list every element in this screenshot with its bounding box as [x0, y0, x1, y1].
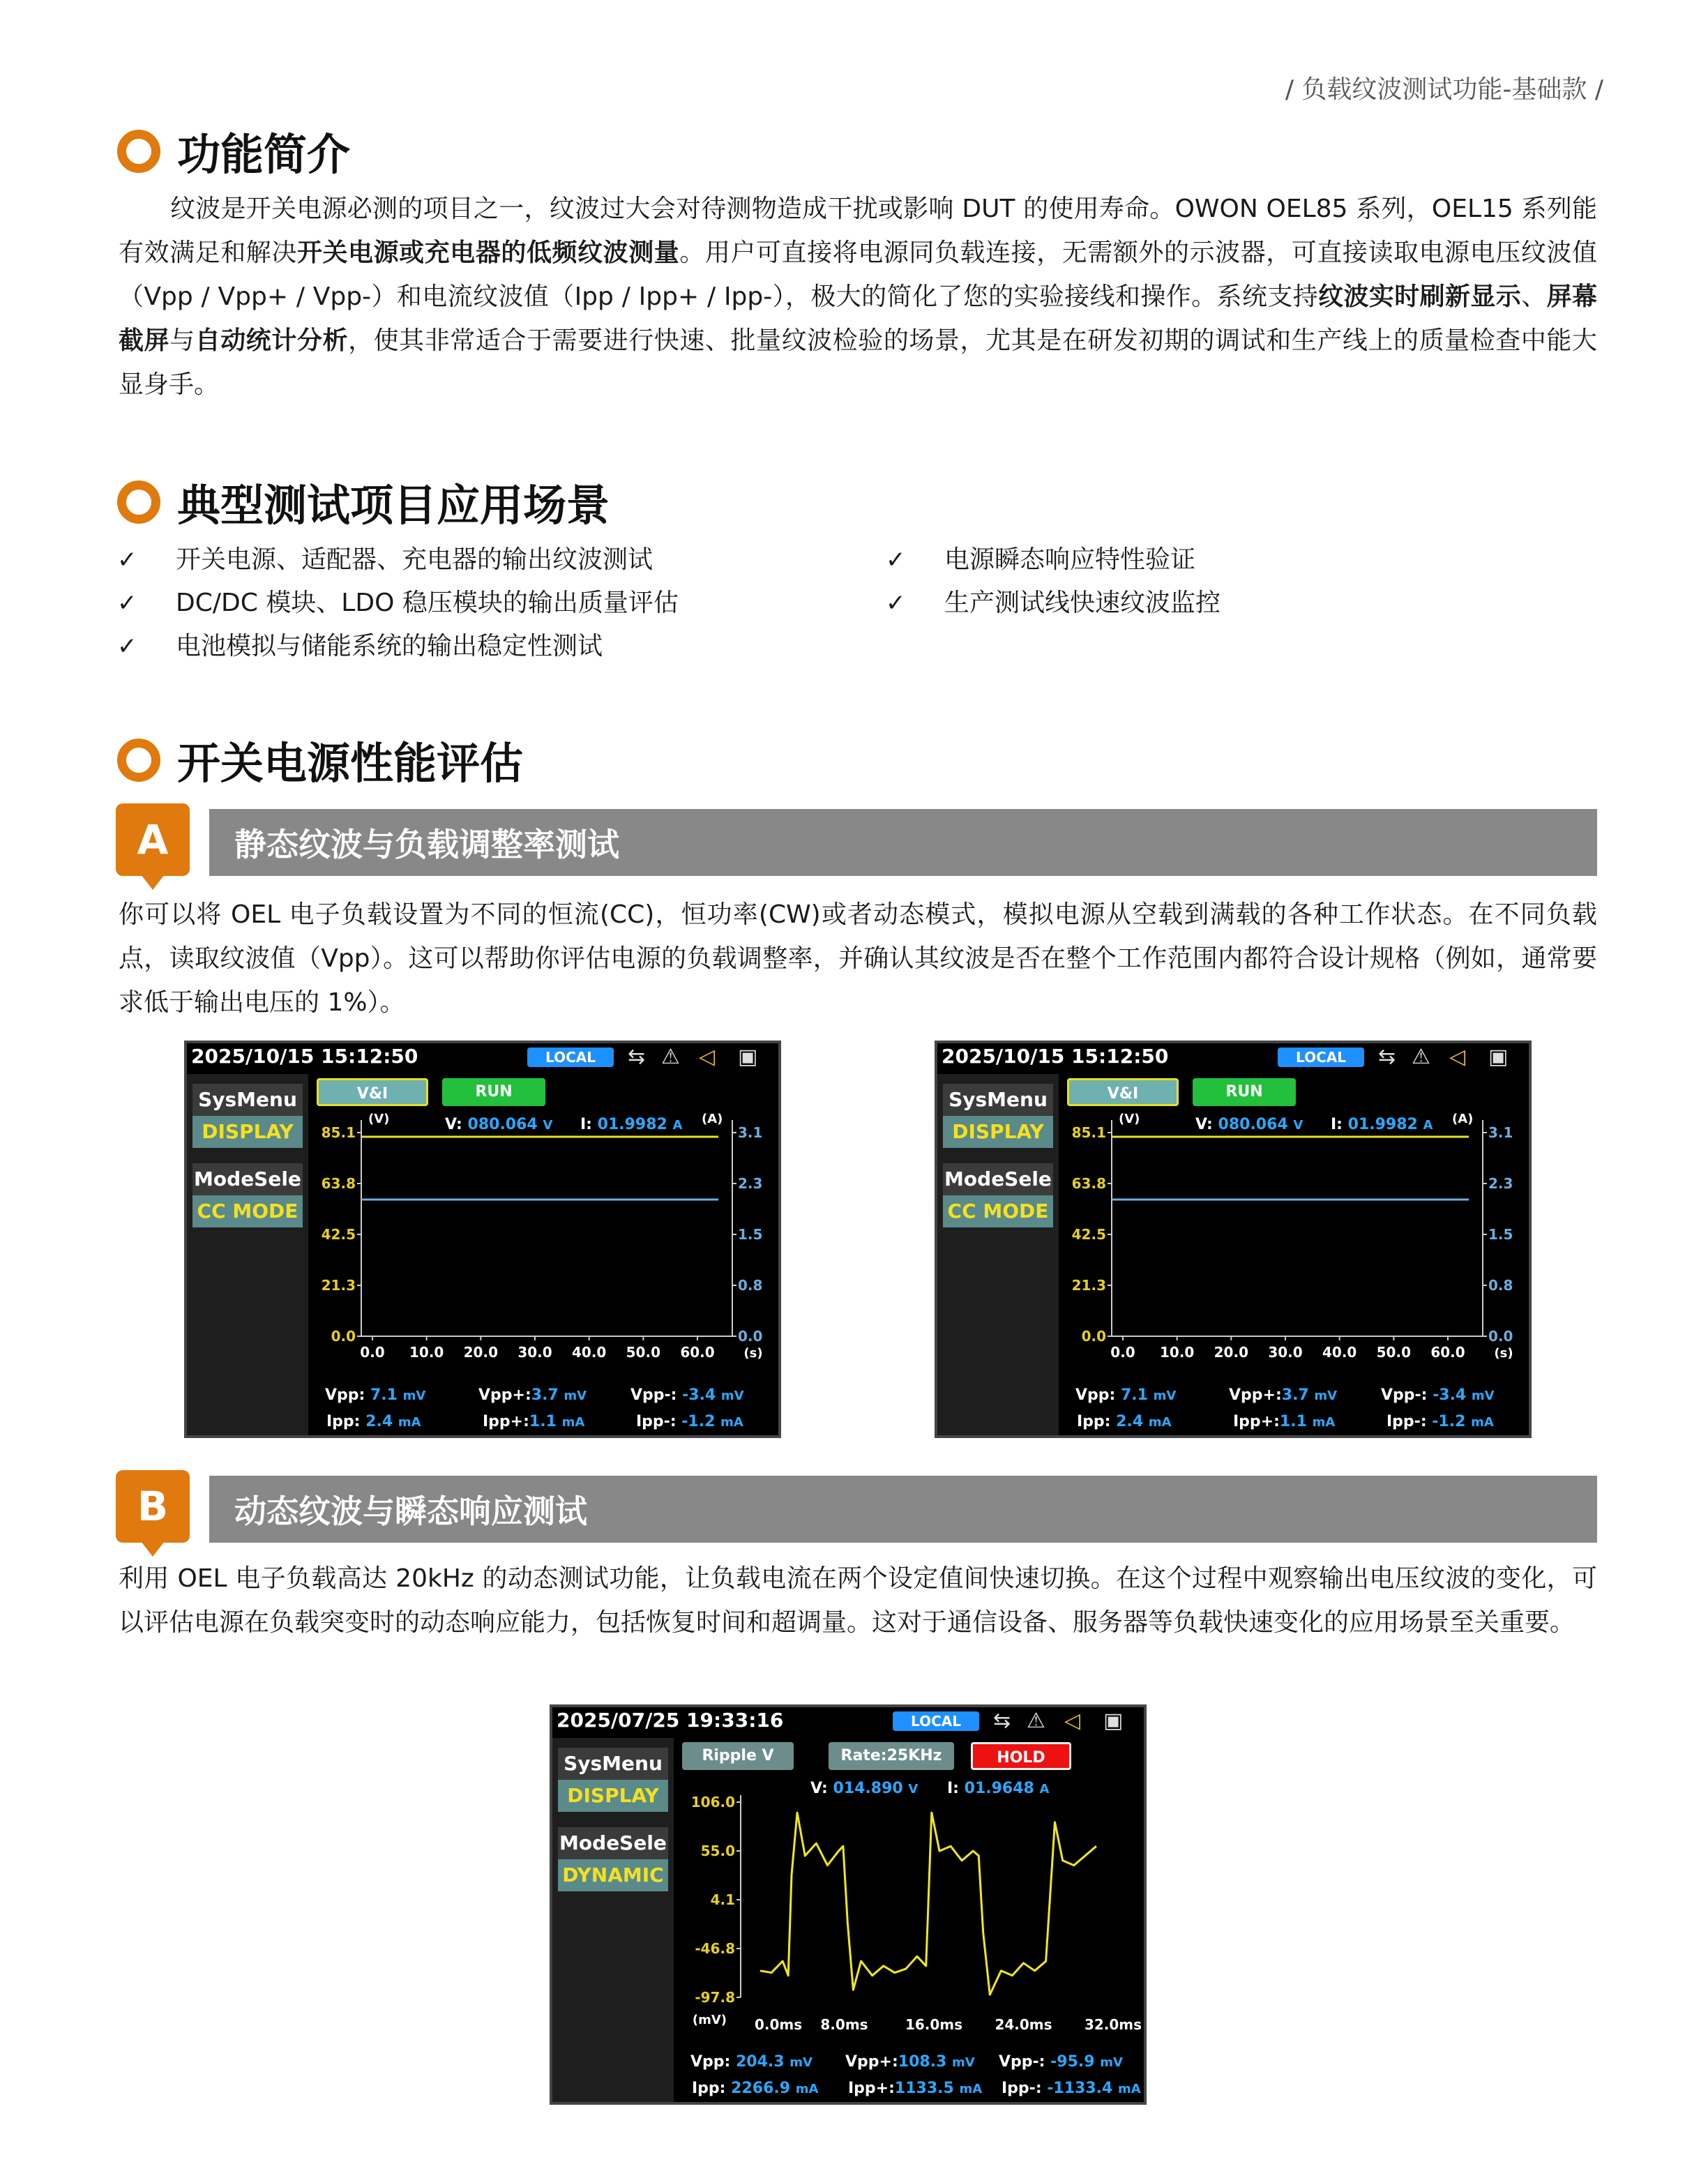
checkmark-icon: ✓ — [117, 589, 137, 617]
vpp-plus-value: 3.7 — [531, 1386, 559, 1404]
section-a-title: 静态纹波与负载调整率测试 — [234, 826, 619, 863]
ipp-minus-label: Ipp-: — [1002, 2080, 1042, 2097]
scenario-list-left — [117, 538, 679, 668]
display-value[interactable]: DISPLAY — [192, 1116, 303, 1148]
vpp-unit: mV — [1153, 1389, 1177, 1403]
y-tick-label-right: 1.5 — [738, 1226, 763, 1243]
x-tick-label: 10.0 — [409, 1344, 444, 1361]
vpp-minus-label: Vpp-: — [630, 1386, 677, 1404]
vpp-minus-unit: mV — [1471, 1389, 1495, 1403]
vpp-readout — [325, 1386, 425, 1404]
vpp-plus-label: Vpp+: — [1229, 1386, 1282, 1404]
evaluation-heading — [117, 729, 523, 791]
timestamp: 2025/07/25 19:33:16 — [557, 1709, 784, 1732]
orange-ring-icon — [117, 481, 160, 524]
x-tick-label: 50.0 — [1376, 1344, 1412, 1361]
vpp-minus-label: Vpp-: — [999, 2053, 1045, 2071]
ipp-plus-value: 1.1 — [529, 1413, 557, 1430]
warning-icon: ⚠ — [1027, 1709, 1045, 1733]
y-tick-label-right: 0.8 — [1488, 1277, 1513, 1294]
vpp-label: Vpp: — [325, 1386, 365, 1404]
evaluation-title: 开关电源性能评估 — [177, 738, 524, 789]
tab-vi[interactable]: V&I — [1067, 1078, 1179, 1106]
x-tick-label: 0.0 — [1110, 1344, 1135, 1361]
vpp-value: 7.1 — [370, 1386, 398, 1404]
badge-a: A — [116, 803, 190, 876]
y-tick-label: -97.8 — [695, 1989, 735, 2006]
tab-run[interactable]: RUN — [1193, 1078, 1296, 1106]
ipp-label: Ipp: — [692, 2080, 726, 2097]
instrument-screen-static-2 — [935, 1041, 1532, 1438]
voltage-readout — [445, 1116, 552, 1133]
vpp-plus-readout — [1229, 1386, 1337, 1404]
i-unit: A — [1039, 1782, 1050, 1797]
tab-vi[interactable]: V&I — [317, 1078, 428, 1106]
ipp-value: 2.4 — [365, 1413, 393, 1430]
ipp-readout — [326, 1413, 421, 1430]
vpp-plus-label: Vpp+: — [845, 2053, 898, 2071]
section-a-banner — [209, 809, 1597, 876]
x-tick-label: 30.0 — [517, 1344, 552, 1361]
y-tick-label-left: 63.8 — [1071, 1175, 1106, 1192]
x-tick-label: 40.0 — [1322, 1344, 1357, 1361]
checkmark-icon: ✓ — [117, 633, 137, 660]
speaker-muted-icon: ◁ — [699, 1045, 716, 1069]
vpp-minus-label: Vpp-: — [1381, 1386, 1428, 1404]
y-tick-label-right: 2.3 — [738, 1175, 763, 1192]
ipp-plus-readout — [1233, 1413, 1335, 1430]
voltage-readout — [1195, 1116, 1303, 1133]
x-tick-label: 24.0ms — [995, 2016, 1052, 2033]
i-value: 01.9982 — [1347, 1116, 1418, 1133]
intro-text-4: 与 — [169, 326, 195, 355]
local-badge: LOCAL — [1278, 1048, 1364, 1067]
y-unit-right: (A) — [702, 1112, 723, 1126]
intro-bold-2: 纹波实时刷新显示 — [1318, 282, 1522, 311]
scenario-list-right — [886, 538, 1220, 625]
ripple-trace — [760, 1813, 1096, 1995]
vpp-plus-unit: mV — [564, 1389, 587, 1403]
x-tick-label: 60.0 — [1430, 1344, 1465, 1361]
y-tick-label-right: 0.0 — [738, 1328, 763, 1345]
ipp-minus-value: -1133.4 — [1047, 2080, 1113, 2097]
ipp-minus-value: -1.2 — [681, 1413, 716, 1430]
vpp-unit: mV — [402, 1389, 426, 1403]
x-tick-label: 30.0 — [1268, 1344, 1303, 1361]
ipp-readout — [692, 2080, 818, 2097]
intro-paragraph — [119, 187, 1597, 407]
ipp-plus-readout — [483, 1413, 584, 1430]
lock-icon: ▣ — [738, 1045, 758, 1069]
y-unit-right: (A) — [1452, 1112, 1474, 1126]
sysmenu-label[interactable]: SysMenu — [558, 1748, 668, 1780]
checkmark-icon: ✓ — [886, 546, 906, 574]
y-tick-label-right: 0.8 — [738, 1277, 763, 1294]
scenario-label: DC/DC 模块、LDO 稳压模块的输出质量评估 — [176, 589, 679, 617]
section-b-title: 动态纹波与瞬态响应测试 — [234, 1492, 587, 1530]
display-value[interactable]: DISPLAY — [558, 1780, 668, 1812]
i-unit: A — [1423, 1118, 1433, 1133]
vpp-plus-readout — [478, 1386, 587, 1404]
vpp-minus-value: -3.4 — [1433, 1386, 1467, 1404]
ipp-plus-value: 1133.5 — [894, 2080, 954, 2097]
intro-title: 功能简介 — [177, 129, 351, 180]
instrument-screen-dynamic — [550, 1704, 1147, 2105]
ipp-plus-readout — [848, 2080, 982, 2097]
y-tick-label-left: 0.0 — [1081, 1328, 1106, 1345]
v-value: 080.064 — [467, 1116, 538, 1133]
y-tick-label-right: 3.1 — [738, 1124, 763, 1141]
y-tick-label-left: 85.1 — [321, 1124, 356, 1141]
vpp-minus-readout — [1381, 1386, 1495, 1404]
v-label: V: — [810, 1780, 828, 1797]
y-tick-label-right: 1.5 — [1488, 1226, 1513, 1243]
ipp-minus-unit: mA — [720, 1415, 743, 1430]
vpp-minus-unit: mV — [720, 1389, 744, 1403]
y-unit-left: (V) — [1119, 1112, 1140, 1126]
y-tick-label: 55.0 — [700, 1843, 735, 1859]
intro-text-3: 、 — [1521, 282, 1547, 311]
ipp-plus-unit: mA — [561, 1415, 585, 1430]
vpp-plus-unit: mV — [952, 2055, 975, 2070]
breadcrumb: / 负载纹波测试功能-基础款 / — [1285, 75, 1603, 104]
ipp-minus-readout — [1002, 2080, 1141, 2097]
ipp-label: Ipp: — [1077, 1413, 1111, 1430]
warning-icon: ⚠ — [1412, 1045, 1430, 1069]
vpp-readout — [690, 2053, 813, 2071]
ipp-plus-value: 1.1 — [1279, 1413, 1307, 1430]
ipp-minus-readout — [636, 1413, 743, 1430]
i-label: I: — [580, 1116, 592, 1133]
speaker-icon: ◁ — [1064, 1709, 1081, 1733]
lock-icon: ▣ — [1488, 1045, 1509, 1069]
intro-text-5: ，使其非常适合于需要进行快速、批量纹波检验的场景，尤其是在研发初期的调试和生产线上的质量检查中能大显身手。 — [119, 326, 1597, 399]
ipp-minus-unit: mA — [1471, 1415, 1494, 1430]
vpp-plus-value: 3.7 — [1281, 1386, 1309, 1404]
speaker-muted-icon: ◁ — [1449, 1045, 1466, 1069]
intro-heading — [117, 120, 350, 182]
x-tick-label: 50.0 — [626, 1344, 661, 1361]
vpp-unit: mV — [789, 2055, 813, 2070]
i-value: 01.9648 — [964, 1780, 1034, 1797]
instrument-screen-static-1 — [184, 1041, 781, 1438]
ipp-unit: mA — [795, 2082, 819, 2096]
y-tick-label-left: 85.1 — [1071, 1124, 1106, 1141]
ipp-value: 2.4 — [1116, 1413, 1144, 1430]
section-a-text: 你可以将 OEL 电子负载设置为不同的恒流(CC)，恒功率(CW)或者动态模式，模拟电源从空载到满载的各种工作状态。在不同负载点，读取纹波值（Vpp）。这可以帮助你评估电源的负载调整率，并确认其纹波是否在整个工作范围内都符合设计规格（例如，通常要求低于输出电压的 1%）。 — [119, 900, 1597, 1017]
ipp-minus-label: Ipp-: — [636, 1413, 677, 1430]
intro-bold-1: 开关电源或充电器的低频纹波测量 — [296, 239, 680, 267]
scenario-label: 电池模拟与储能系统的输出稳定性测试 — [176, 632, 603, 660]
y-tick-label-right: 0.0 — [1488, 1328, 1513, 1345]
lock-icon: ▣ — [1103, 1709, 1124, 1733]
list-item — [117, 538, 679, 582]
local-badge: LOCAL — [893, 1711, 979, 1731]
usb-icon: ⇆ — [993, 1709, 1011, 1733]
vpp-value: 7.1 — [1121, 1386, 1148, 1404]
modesele-label[interactable]: ModeSele — [558, 1827, 668, 1859]
modesele-label[interactable]: ModeSele — [192, 1163, 303, 1195]
timestamp: 2025/10/15 15:12:50 — [942, 1045, 1169, 1068]
vpp-minus-value: -95.9 — [1050, 2053, 1095, 2071]
v-label: V: — [1195, 1116, 1213, 1133]
x-tick-label: 16.0ms — [905, 2016, 963, 2033]
vpp-minus-value: -3.4 — [682, 1386, 716, 1404]
modesele-label[interactable]: ModeSele — [943, 1163, 1053, 1195]
y-tick-label: 4.1 — [710, 1891, 735, 1908]
ipp-unit: mA — [1148, 1415, 1172, 1430]
x-tick-label: 0.0ms — [755, 2016, 803, 2033]
y-tick-label-right: 2.3 — [1488, 1175, 1513, 1192]
x-tick-label: 8.0ms — [820, 2016, 868, 2033]
x-tick-label: 0.0 — [360, 1344, 385, 1361]
sysmenu-label[interactable]: SysMenu — [943, 1084, 1053, 1116]
vpp-minus-unit: mV — [1100, 2055, 1123, 2070]
ipp-minus-readout — [1386, 1413, 1494, 1430]
y-unit-left: (V) — [368, 1112, 390, 1126]
list-item — [117, 582, 679, 625]
mode-value[interactable]: CC MODE — [192, 1195, 303, 1227]
ipp-minus-value: -1.2 — [1432, 1413, 1466, 1430]
x-tick-label: 20.0 — [1214, 1344, 1249, 1361]
intro-bold-3: 屏幕截屏 — [119, 282, 1597, 355]
v-label: V: — [445, 1116, 462, 1133]
sysmenu-label[interactable]: SysMenu — [192, 1084, 303, 1116]
y-unit: (mV) — [692, 2013, 727, 2027]
intro-bold-4: 自动统计分析 — [195, 326, 349, 355]
warning-icon: ⚠ — [661, 1045, 680, 1069]
i-unit: A — [672, 1118, 683, 1133]
vpp-plus-readout — [845, 2053, 975, 2071]
intro-text-1: 纹波是开关电源必测的项目之一，纹波过大会对待测物造成干扰或影响 DUT 的使用寿命。OWON OEL85 系列，OEL15 系列能有效满足和解决 — [119, 195, 1597, 267]
ipp-minus-label: Ipp-: — [1386, 1413, 1427, 1430]
v-unit: V — [1293, 1118, 1303, 1133]
ipp-plus-unit: mA — [959, 2082, 983, 2096]
vpp-plus-label: Vpp+: — [478, 1386, 531, 1404]
ipp-label: Ipp: — [326, 1413, 361, 1430]
i-label: I: — [947, 1780, 959, 1797]
badge-b: B — [116, 1470, 190, 1543]
x-unit: (s) — [743, 1346, 763, 1361]
scenarios-heading — [117, 471, 610, 533]
tab-run[interactable]: RUN — [442, 1078, 545, 1106]
vpp-plus-value: 108.3 — [898, 2053, 947, 2071]
scenarios-title: 典型测试项目应用场景 — [177, 480, 610, 531]
vpp-label: Vpp: — [690, 2053, 731, 2071]
tab-hold[interactable]: HOLD — [971, 1742, 1071, 1770]
x-unit: (s) — [1494, 1346, 1513, 1361]
checkmark-icon: ✓ — [117, 546, 137, 574]
checkmark-icon: ✓ — [886, 589, 906, 617]
vpp-label: Vpp: — [1075, 1386, 1116, 1404]
v-unit: V — [908, 1782, 919, 1797]
y-tick-label: 106.0 — [690, 1794, 735, 1810]
orange-ring-icon — [117, 739, 160, 782]
ipp-minus-unit: mA — [1118, 2082, 1141, 2096]
mode-value[interactable]: CC MODE — [943, 1195, 1053, 1227]
usb-icon: ⇆ — [628, 1045, 646, 1069]
y-tick-label-right: 3.1 — [1488, 1124, 1513, 1141]
vpp-minus-readout — [999, 2053, 1123, 2071]
intro-text-2: 。用户可直接将电源同负载连接，无需额外的示波器，可直接读取电源电压纹波值（Vpp / Vpp+ / Vpp-）和电流纹波值（Ipp / Ipp+ / Ipp-），极大的简化了您的实验接线和操作。系统支持 — [119, 239, 1597, 311]
x-tick-label: 60.0 — [680, 1344, 715, 1361]
v-value: 014.890 — [833, 1780, 903, 1797]
current-readout — [1331, 1116, 1433, 1133]
ipp-plus-unit: mA — [1312, 1415, 1336, 1430]
current-readout — [580, 1116, 682, 1133]
vpp-plus-unit: mV — [1314, 1389, 1338, 1403]
tab-rate[interactable]: Rate:25KHz — [829, 1742, 954, 1770]
static-chart — [937, 1043, 1529, 1435]
x-tick-label: 10.0 — [1159, 1344, 1195, 1361]
i-label: I: — [1331, 1116, 1343, 1133]
y-tick-label-left: 21.3 — [321, 1277, 356, 1294]
ipp-readout — [1077, 1413, 1172, 1430]
y-tick-label-left: 0.0 — [331, 1328, 356, 1345]
y-tick-label-left: 42.5 — [321, 1226, 356, 1243]
x-tick-label: 40.0 — [571, 1344, 607, 1361]
x-tick-label: 20.0 — [463, 1344, 499, 1361]
dynamic-ripple-chart — [552, 1707, 1144, 2102]
x-tick-label: 32.0ms — [1084, 2016, 1142, 2033]
orange-ring-icon — [117, 130, 160, 173]
section-b-text: 利用 OEL 电子负载高达 20kHz 的动态测试功能，让负载电流在两个设定值间快速切换。在这个过程中观察输出电压纹波的变化，可以评估电源在负载突变时的动态响应能力，包括恢复时间和超调量。这对于通信设备、服务器等负载快速变化的应用场景至关重要。 — [119, 1564, 1597, 1637]
tab-ripple-v[interactable]: Ripple V — [682, 1742, 794, 1770]
scenario-label: 电源瞬态响应特性验证 — [944, 545, 1196, 574]
ipp-unit: mA — [398, 1415, 421, 1430]
i-value: 01.9982 — [597, 1116, 667, 1133]
usb-icon: ⇆ — [1378, 1045, 1396, 1069]
timestamp: 2025/10/15 15:12:50 — [191, 1045, 418, 1068]
section-b-banner — [209, 1476, 1597, 1543]
y-tick-label-left: 21.3 — [1071, 1277, 1106, 1294]
scenario-label: 生产测试线快速纹波监控 — [944, 589, 1221, 617]
ipp-plus-label: Ipp+: — [1233, 1413, 1280, 1430]
vpp-readout — [1075, 1386, 1176, 1404]
v-unit: V — [543, 1118, 553, 1133]
mode-value[interactable]: DYNAMIC — [558, 1859, 668, 1891]
vpp-minus-readout — [630, 1386, 744, 1404]
ipp-plus-label: Ipp+: — [483, 1413, 529, 1430]
list-item — [886, 582, 1220, 625]
y-tick-label-left: 42.5 — [1071, 1226, 1106, 1243]
v-value: 080.064 — [1218, 1116, 1288, 1133]
list-item — [117, 625, 679, 668]
y-tick-label: -46.8 — [695, 1940, 735, 1957]
local-badge: LOCAL — [527, 1048, 614, 1067]
list-item — [886, 538, 1220, 582]
display-value[interactable]: DISPLAY — [943, 1116, 1053, 1148]
static-chart — [187, 1043, 778, 1435]
scenario-label: 开关电源、适配器、充电器的输出纹波测试 — [176, 545, 653, 574]
ipp-plus-label: Ipp+: — [848, 2080, 895, 2097]
vpp-value: 204.3 — [736, 2053, 785, 2071]
y-tick-label-left: 63.8 — [321, 1175, 356, 1192]
ipp-value: 2266.9 — [731, 2080, 791, 2097]
